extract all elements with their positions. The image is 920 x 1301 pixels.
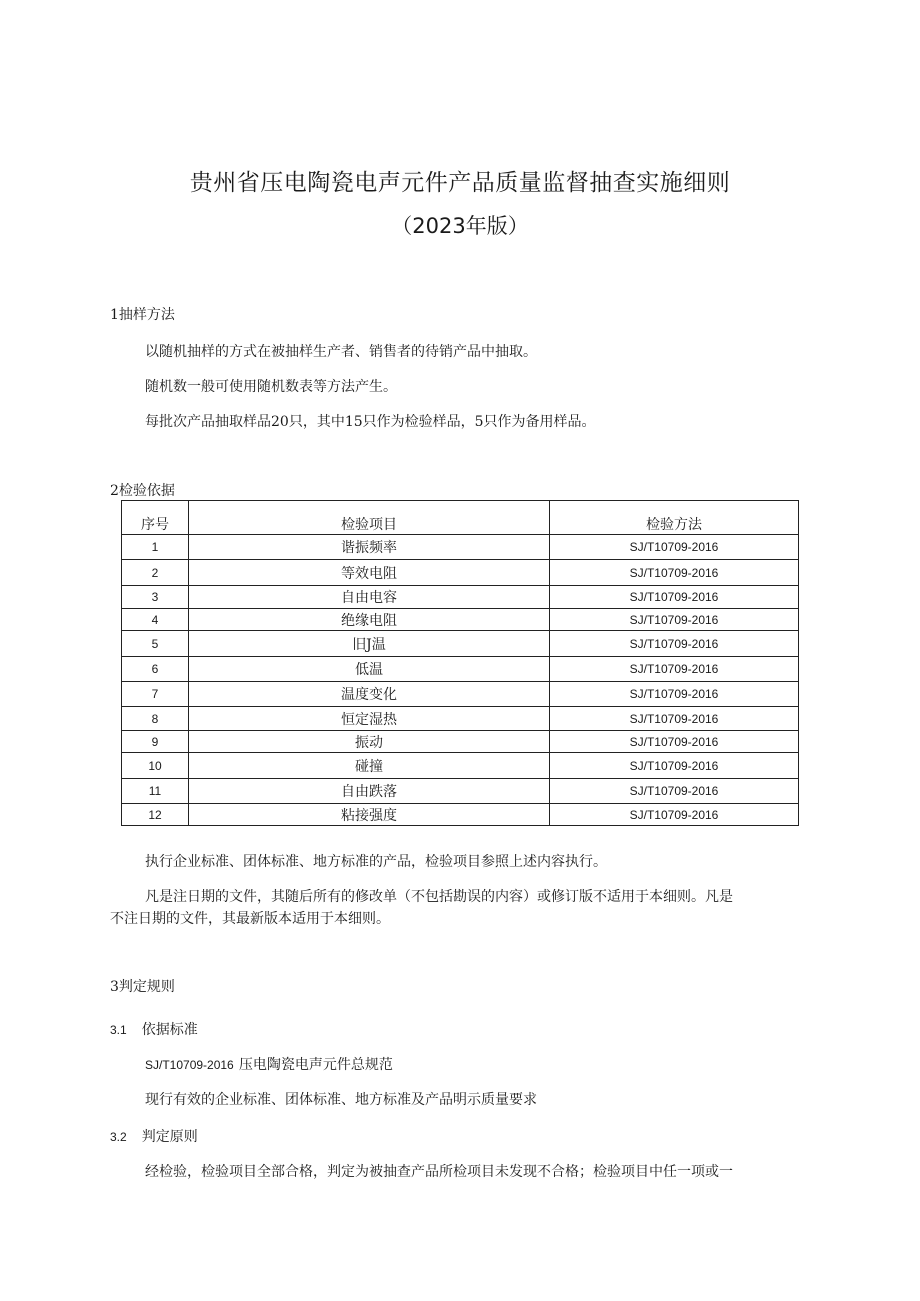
paragraph: 凡是注日期的文件，其随后所有的修改单（不包括勘误的内容）或修订版不适用于本细则。凡是 <box>145 889 733 905</box>
subsection-3-2 <box>110 1126 198 1146</box>
cell-method: SJ/T10709-2016 <box>550 560 799 586</box>
subsection-number: 3.1 <box>110 1023 127 1037</box>
cell-method: SJ/T10709-2016 <box>550 804 799 826</box>
section-2-heading: 2检验依据 <box>110 483 175 499</box>
table-row <box>122 535 799 560</box>
paragraph: 随机数一般可使用随机数表等方法产生。 <box>145 379 397 395</box>
cell-method: SJ/T10709-2016 <box>550 731 799 753</box>
cell-item: 谐振频率 <box>189 535 550 560</box>
section-3-heading: 3判定规则 <box>110 979 175 995</box>
subsection-title: 依据标准 <box>141 1022 198 1038</box>
section-1-heading: 1抽样方法 <box>110 307 175 323</box>
cell-method: SJ/T10709-2016 <box>550 631 799 657</box>
cell-method: SJ/T10709-2016 <box>550 682 799 707</box>
standard-code: SJ/T10709-2016 <box>145 1058 234 1072</box>
cell-index: 4 <box>122 609 189 631</box>
standard-name: 压电陶瓷电声元件总规范 <box>238 1057 393 1073</box>
cell-method: SJ/T10709-2016 <box>550 707 799 731</box>
cell-method: SJ/T10709-2016 <box>550 753 799 779</box>
table-row <box>122 753 799 779</box>
table-row <box>122 657 799 682</box>
table-row <box>122 731 799 753</box>
paragraph: 执行企业标准、团体标准、地方标准的产品，检验项目参照上述内容执行。 <box>145 854 607 870</box>
cell-item: 绝缘电阻 <box>189 609 550 631</box>
table-row <box>122 707 799 731</box>
paragraph: 现行有效的企业标准、团体标准、地方标准及产品明示质量要求 <box>145 1092 537 1108</box>
cell-method: SJ/T10709-2016 <box>550 779 799 804</box>
table-row <box>122 631 799 657</box>
paragraph: 经检验，检验项目全部合格，判定为被抽查产品所检项目未发现不合格；检验项目中任一项或一 <box>145 1164 733 1180</box>
paragraph: 以随机抽样的方式在被抽样生产者、销售者的待销产品中抽取。 <box>145 344 537 360</box>
cell-item: 低温 <box>189 657 550 682</box>
cell-item: 等效电阻 <box>189 560 550 586</box>
cell-method: SJ/T10709-2016 <box>550 586 799 609</box>
cell-item: 自由跌落 <box>189 779 550 804</box>
cell-item: 自由电容 <box>189 586 550 609</box>
cell-method: SJ/T10709-2016 <box>550 657 799 682</box>
table-row <box>122 682 799 707</box>
cell-index: 6 <box>122 657 189 682</box>
cell-method: SJ/T10709-2016 <box>550 535 799 560</box>
table-row <box>122 779 799 804</box>
cell-item: 振动 <box>189 731 550 753</box>
cell-index: 5 <box>122 631 189 657</box>
document-subtitle: （2023年版） <box>391 214 529 238</box>
cell-item: 温度变化 <box>189 682 550 707</box>
cell-index: 12 <box>122 804 189 826</box>
header-method: 检验方法 <box>550 501 799 535</box>
cell-index: 9 <box>122 731 189 753</box>
header-index: 序号 <box>122 501 189 535</box>
cell-index: 2 <box>122 560 189 586</box>
table-row <box>122 609 799 631</box>
table-row <box>122 804 799 826</box>
subsection-3-1 <box>110 1019 198 1039</box>
paragraph: 每批次产品抽取样品20只，其中15只作为检验样品，5只作为备用样品。 <box>145 414 596 430</box>
subsection-number: 3.2 <box>110 1130 127 1144</box>
cell-item: 粘接强度 <box>189 804 550 826</box>
table-header-row <box>122 501 799 535</box>
cell-index: 11 <box>122 779 189 804</box>
cell-index: 3 <box>122 586 189 609</box>
table-row <box>122 586 799 609</box>
cell-item: 旧J温 <box>189 631 550 657</box>
header-item: 检验项目 <box>189 501 550 535</box>
inspection-table <box>121 500 799 826</box>
table-row <box>122 560 799 586</box>
cell-item: 恒定湿热 <box>189 707 550 731</box>
cell-item: 碰撞 <box>189 753 550 779</box>
paragraph: 不注日期的文件，其最新版本适用于本细则。 <box>110 911 390 927</box>
document-title: 贵州省压电陶瓷电声元件产品质量监督抽查实施细则 <box>189 170 731 196</box>
cell-method: SJ/T10709-2016 <box>550 609 799 631</box>
cell-index: 1 <box>122 535 189 560</box>
standard-reference <box>145 1054 393 1074</box>
cell-index: 7 <box>122 682 189 707</box>
cell-index: 10 <box>122 753 189 779</box>
cell-index: 8 <box>122 707 189 731</box>
subsection-title: 判定原则 <box>141 1129 198 1145</box>
